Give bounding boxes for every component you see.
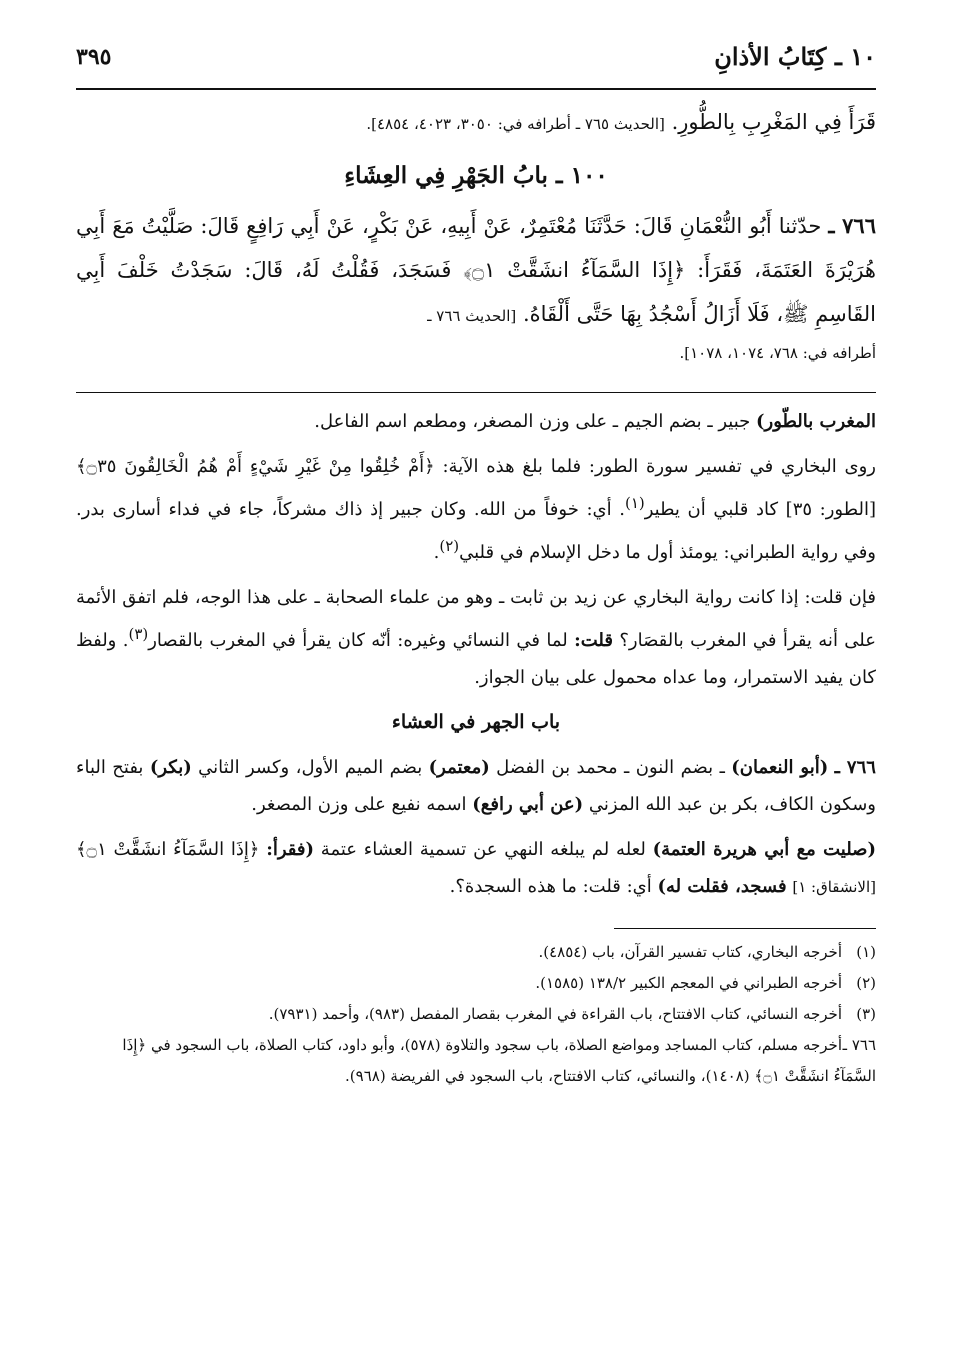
commentary-p2 — [76, 448, 876, 571]
commentary-p2-text-b: . أي: خوفاً من الله. وكان جبير إذ ذاك مشركاً، جاء في فداء أسارى بدر. وفي رواية الطبراني: يومئذ أول ما دخل الإسلام في قلبي — [76, 499, 876, 563]
commentary-p1 — [76, 403, 876, 440]
footnote-item — [76, 999, 876, 1030]
commentary-p2-end: . — [433, 542, 440, 563]
commentary-p4-bold2: (معتمر) — [428, 757, 490, 778]
hadith-text-section — [76, 100, 876, 368]
footnote-text: أخرجه مسلم، كتاب المساجد ومواضع الصلاة، باب سجود والتلاوة (٥٧٨)، وأبو داود، كتاب الصلاة، باب السجود في ﴿إِذَا السَّمَآءُ انشَقَّتْ ۝١﴾ (١٤٠٨)، والنسائي، كتاب الافتتاح، باب السجود في الفريضة (٩٦٨). — [122, 1036, 876, 1085]
footnote-item — [76, 1030, 876, 1092]
commentary-p4 — [76, 749, 876, 823]
header-rule — [76, 88, 876, 90]
commentary-p3-bold: قلت: — [574, 630, 613, 651]
hadith-number: ٧٦٦ ـ — [828, 213, 876, 238]
commentary-p5-bold1: (صليت مع أبي هريرة العتمة) — [652, 839, 876, 860]
commentary-p1-bold: المغرب بالطّور) — [756, 411, 876, 432]
footnote-text: أخرجه الطبراني في المعجم الكبير ١٣٨/٢ (١٥٨٥). — [535, 974, 842, 992]
footnote-text: أخرجه البخاري، كتاب تفسير القرآن، باب (٤٨٥٤). — [538, 943, 842, 961]
commentary-p5-text3: أي: قلت: ما هذه السجدة؟. — [449, 876, 652, 897]
hadith-body: حدّثنا أَبُو النُّعْمَانِ قَالَ: حَدَّثَنَا مُعْتَمِرٌ، عَنْ أَبِيهِ، عَنْ بَكْرٍ، عَنْ أَبِي رَافِعٍ قَالَ: صَلَّيْتُ مَعَ أَبِي هُرَيْرَةَ العَتَمَةَ، فَقَرَأَ: ﴿إِذَا السَّمَآءُ انشَقَّتْ ۝١﴾ فَسَجَدَ، فَقُلْتُ لَهُ، قَالَ: سَجَدْتُ خَلْفَ أَبِي القَاسِمِ ﷺ، فَلَا أَزَالُ أَسْجُدُ بِهَا حَتَّى أَلْقَاهُ. — [76, 214, 876, 326]
chapter-heading: ١٠٠ ـ بابُ الجَهْرِ فِي العِشَاءِ — [344, 162, 608, 189]
commentary-p5-text2: [الانشقاق: ١] — [792, 878, 876, 896]
footnote-number: (٢) — [856, 974, 876, 992]
commentary-p3-text-b: لما في النسائي وغيره: أنّه كان يقرأ في المغرب بالقصار — [148, 630, 568, 651]
footnote-number: ٧٦٦ ـ — [842, 1036, 876, 1054]
commentary-p5-text1: لعله لم يبلغه النهي عن تسمية العشاء عتمة — [320, 839, 646, 860]
commentary-p1-text: جبير ـ بضم الجيم ـ على وزن المصغر، ومطعم اسم الفاعل. — [314, 411, 751, 432]
commentary-p4-num: ٧٦٦ ـ — [834, 757, 876, 778]
commentary-p4-text3: بفتح الباء وسكون الكاف، بكر بن عبد الله المزني — [76, 757, 876, 815]
footnote-ref-2[interactable]: (٢) — [439, 537, 460, 555]
commentary-p4-bold3: (بكر) — [149, 757, 192, 778]
footnote-ref-1[interactable]: (١) — [624, 494, 645, 512]
commentary-p4-bold4: (عن أبي رافع) — [472, 794, 584, 815]
commentary-section — [76, 403, 876, 906]
hadith-ref-line: أطرافه في: ٧٦٨، ١٠٧٤، ١٠٧٨]. — [679, 344, 876, 362]
footnote-divider — [614, 928, 876, 929]
footnote-item — [76, 968, 876, 999]
commentary-p3-text-c: . ولفظ كان يفيد الاستمرار، وما عداه محمول على بيان الجواز. — [76, 630, 876, 688]
footnote-item — [76, 937, 876, 968]
book-page — [76, 42, 876, 1092]
footnote-text: أخرجه النسائي، كتاب الافتتاح، باب القراءة في المغرب بقصار المفصل (٩٨٣)، وأحمد (٧٩٣١). — [268, 1005, 842, 1023]
continuation-line — [76, 100, 876, 146]
hadith-ref: [الحديث ٧٦٦ ـ — [427, 307, 517, 325]
commentary-p5-bold2: (فقرأ: — [266, 839, 315, 860]
commentary-p4-text4: اسمه نفيع على وزن المصغر. — [251, 794, 467, 815]
commentary-p2-text: روى البخاري في تفسير سورة الطور: فلما بلغ هذه الآية: ﴿أَمْ خُلِقُوا مِنْ غَيْرِ شَيْءٍ أَمْ هُمُ الْخَالِقُونَ ۝٣٥﴾ [الطور: ٣٥] كاد قلبي أن يطير — [76, 456, 876, 520]
page-number: ٣٩٥ — [76, 44, 112, 70]
footnote-ref-3[interactable]: (٣) — [128, 625, 149, 643]
footnotes — [76, 937, 876, 1092]
footnote-number: (١) — [856, 943, 876, 961]
commentary-section-heading: باب الجهر في العشاء — [391, 711, 561, 733]
page-header — [76, 42, 876, 90]
commentary-p4-bold1: (أبو النعمان) — [731, 757, 829, 778]
commentary-p4-text2: بضم الميم الأول، وكسر الثاني — [198, 757, 423, 778]
commentary-p4-text1: ـ بضم النون ـ محمد بن الفضل — [496, 757, 725, 778]
commentary-p5-bold3: فسجد، فقلت له) — [657, 876, 787, 897]
commentary-p3 — [76, 579, 876, 696]
commentary-p3-text: فإن قلت: إذا كانت رواية البخاري عن زيد بن ثابت ـ وهو من علماء الصحابة ـ على هذا الوجه، فلم اتفق الأئمة على أنه يقرأ في المغرب بالقصَار؟ — [76, 587, 876, 651]
commentary-p5-quran: ﴿إِذَا السَّمَآءُ انشَقَّتْ ۝١﴾ — [76, 839, 260, 860]
chapter-title: ١٠ ـ كِتَابُ الأذانِ — [714, 42, 876, 71]
hadith-766 — [76, 204, 876, 338]
section-divider — [76, 392, 876, 393]
footnote-number: (٣) — [856, 1005, 876, 1023]
continuation-ref: [الحديث ٧٦٥ ـ أطرافه في: ٣٠٥٠، ٤٠٢٣، ٤٨٥٤]. — [366, 115, 665, 133]
continuation-text: قَرَأَ فِي المَغْرِبِ بِالطُّورِ. — [671, 110, 876, 134]
commentary-p5 — [76, 831, 876, 906]
